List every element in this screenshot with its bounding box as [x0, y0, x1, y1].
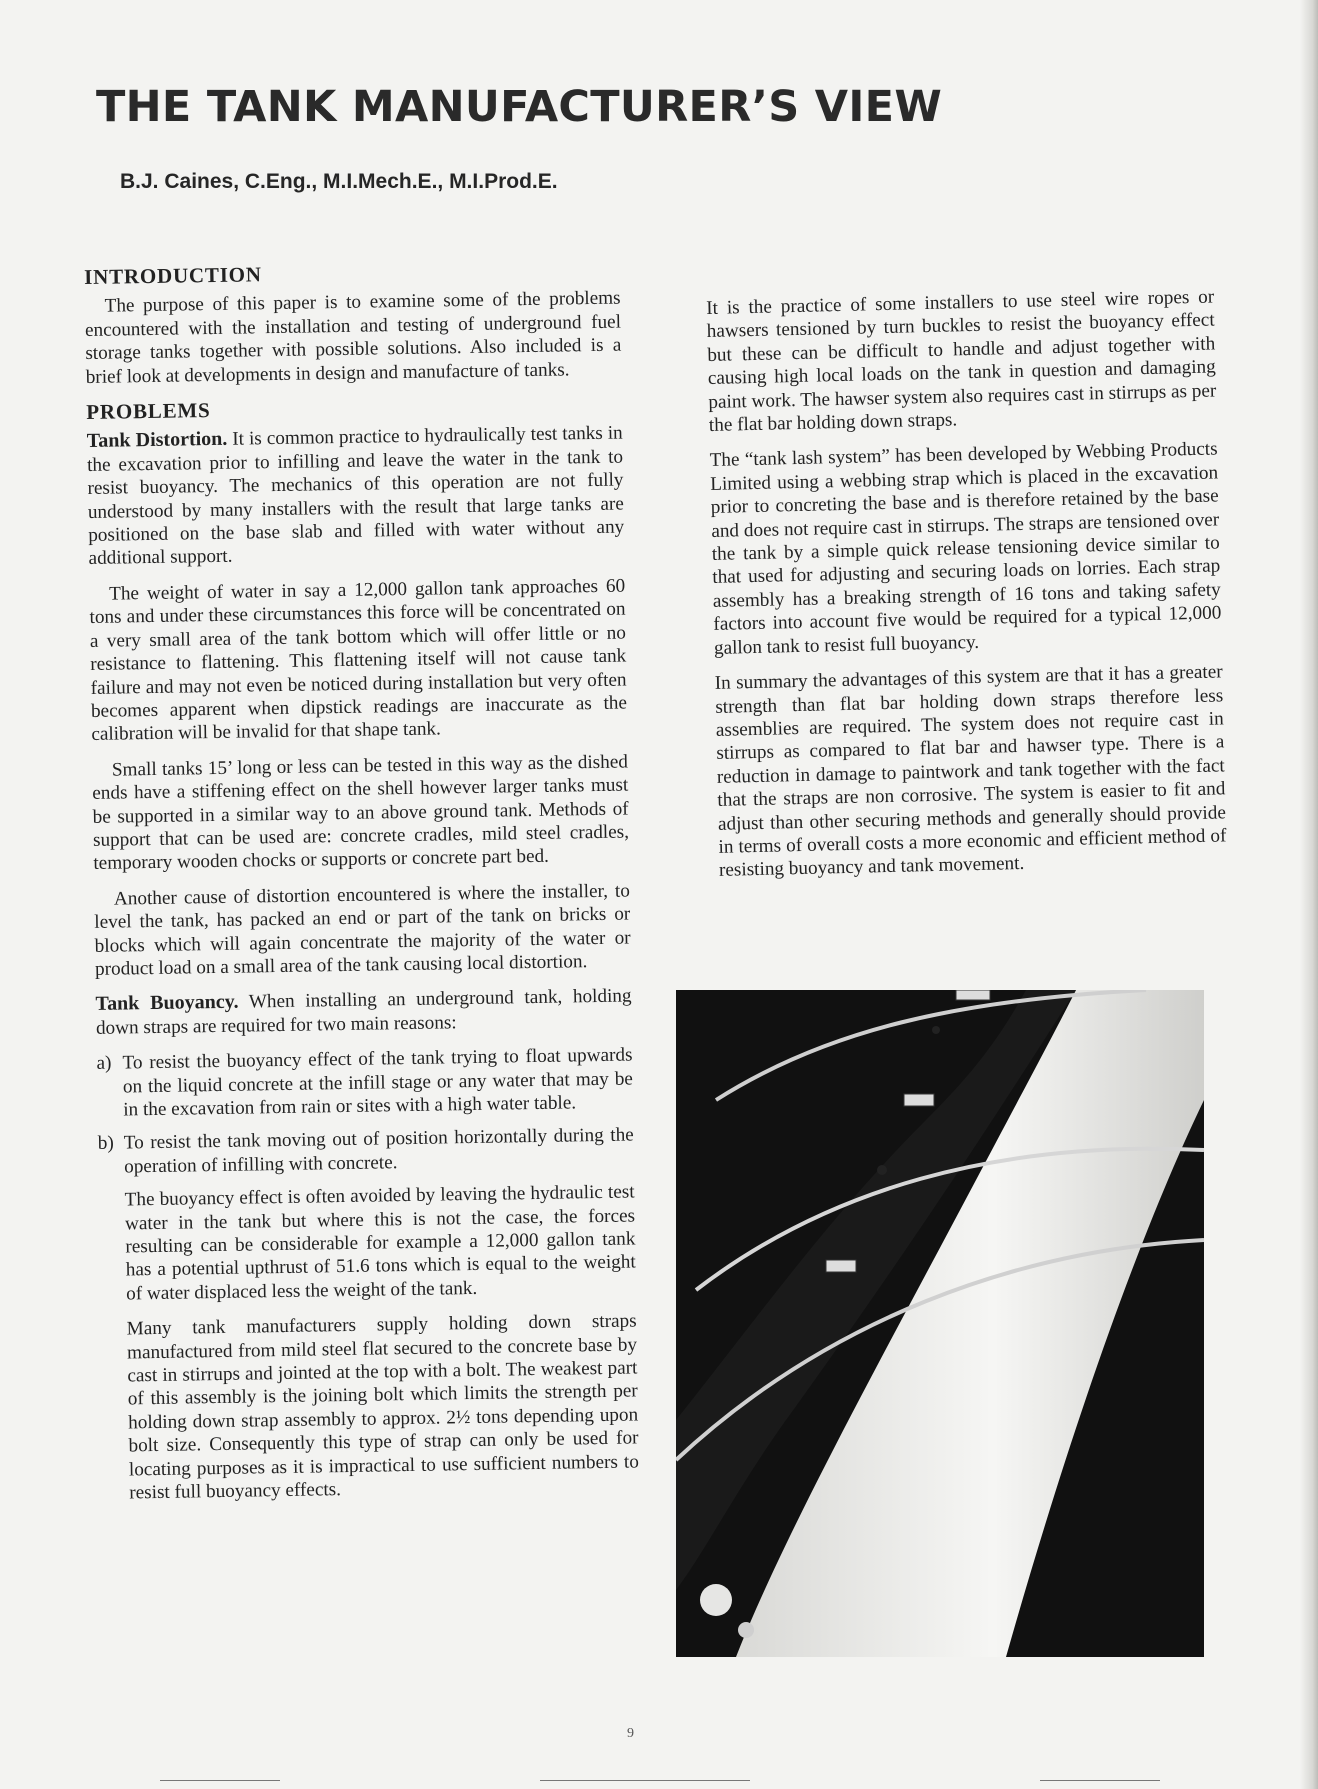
page-edge-shadow [1300, 0, 1318, 1789]
run-in-text-tank-buoyancy: When installing an underground tank, holding down straps are required for two main reasons: [95, 985, 632, 1039]
list-marker: b) [97, 1133, 114, 1155]
paragraph-upthrust: The buoyancy effect is often avoided by leaving the hydraulic test water in the tank but where this is not the case, the forces resulting can be considerable for example a 12,000 gallon tank has a potential upthrust of 51.6 tons which is equal to the weight of water displaced less the weight of the tank. [124, 1181, 636, 1305]
paragraph-tank-distortion [87, 422, 625, 571]
left-column [84, 258, 640, 1518]
article-title: THE TANK MANUFACTURER’S VIEW [96, 82, 943, 132]
paragraph-small-tanks: Small tanks 15’ long or less can be tested in this way as the dished ends have a stiffening effect on the shell however larger tanks must be supported in a similar way to an above ground tank. Methods of support that can be used are: concrete cradles, mild steel cradles, temporary wooden chocks or supports or concrete part bed. [92, 751, 630, 875]
list-item [96, 1044, 633, 1123]
list-item-text: To resist the buoyancy effect of the tank trying to float upwards on the liquid concrete at the infill stage or any water that may be in the excavation from rain or sites with a high water table. [122, 1044, 633, 1121]
tensioner-buckle [826, 1260, 856, 1272]
tank-fitting [877, 1165, 887, 1175]
section-heading-introduction: INTRODUCTION [83, 262, 262, 289]
run-in-heading-tank-buoyancy: Tank Buoyancy. [95, 991, 239, 1016]
paragraph-water-weight: The weight of water in say a 12,000 gallon tank approaches 60 tons and under these circumstances this force will be concentrated on a very small area of the tank bottom which will offer little or no resistance to flattening. This flattening itself will not cause tank failure and may not even be noticed during installation but very often becomes apparent when dipstick readings are inaccurate as the calibration will be invalid for that shape tank. [89, 575, 628, 746]
page-number: 9 [627, 1726, 634, 1741]
list-item-text: To resist the tank moving out of position horizontally during the operation of infilling with concrete. [123, 1124, 634, 1178]
photo-illustration [676, 990, 1204, 1657]
paragraph-hawsers: It is the practice of some installers to use steel wire ropes or hawsers tensioned by turn buckles to resist the buoyancy effect but these can be difficult to handle and adjust together with causing high local loads on the tank in question and damaging paint work. The hawser system also requires cast in stirrups as per the flat bar holding down straps. [706, 286, 1217, 436]
bottom-rule-left [160, 1780, 280, 1781]
paragraph-introduction: The purpose of this paper is to examine some of the problems encountered with the installation and testing of underground fuel storage tanks together with possible solutions. Also included is a brief look at developments in design and manufacture of tanks. [84, 287, 622, 388]
list-item [98, 1124, 635, 1179]
right-column [706, 285, 1227, 894]
paragraph-local-distortion: Another cause of distortion encountered is where the installer, to level the tank, has packed an end or part of the tank on bricks or blocks which will again concentrate the majority of the water or product load on a small area of the tank causing local distortion. [94, 880, 631, 980]
section-heading-problems: PROBLEMS [86, 398, 211, 425]
tank-fitting [932, 1026, 940, 1034]
tank-strap-photograph [676, 990, 1204, 1657]
bottom-rule-right [1040, 1780, 1160, 1781]
list-marker: a) [96, 1052, 112, 1075]
run-in-text-tank-distortion: It is common practice to hydraulically test tanks in the excavation prior to infilling and leave the water in the tank to resist buoyancy. The mechanics of this operation are not fully understood by many installers with the result that large tanks are positioned on the base slab and filled with water without any additional support. [86, 422, 625, 570]
tensioner-buckle [904, 1094, 934, 1106]
bottom-rule-center [540, 1780, 750, 1781]
tensioner-buckle [956, 990, 990, 1000]
paragraph-tank-buoyancy [95, 985, 632, 1040]
debris [738, 1622, 754, 1638]
run-in-heading-tank-distortion: Tank Distortion. [86, 428, 228, 453]
paragraph-mild-steel-straps: Many tank manufacturers supply holding down straps manufactured from mild steel flat secured to the concrete base by cast in stirrups and jointed at the top with a bolt. The weakest part of this assembly is the joining bolt which limits the strength per holding down strap assembly to approx. 2½ tons depending upon bolt size. Consequently this type of strap can only be used for locating purposes as it is impractical to use sufficient numbers to resist full buoyancy effects. [126, 1310, 640, 1504]
paragraph-tank-lash-system: The “tank lash system” has been developed by Webbing Products Limited using a webbing strap which is placed in the excavation prior to concreting the base and is therefore retained by the base and does not require cast in stirrups. The straps are tensioned over the tank by a simple quick release tensioning device similar to that used for adjusting and securing loads on lorries. Each strap assembly has a breaking strength of 16 tons and taking safety factors into account five would be required for a typical 12,000 gallon tank to resist full buoyancy. [709, 438, 1222, 659]
debris [700, 1584, 732, 1616]
author-byline: B.J. Caines, C.Eng., M.I.Mech.E., M.I.Prod.E. [120, 170, 558, 193]
paragraph-summary: In summary the advantages of this system are that it has a greater strength than flat bar holding down straps therefore less assemblies are required. The system does not require cast in stirrups as compared to flat bar and hawser type. There is a reduction in damage to paintwork and tank together with the fact that the straps are non corrosive. The system is easier to fit and adjust than other securing methods and generally should provide in terms of overall costs a more economic and efficient method of resisting buoyancy and tank movement. [714, 661, 1227, 882]
